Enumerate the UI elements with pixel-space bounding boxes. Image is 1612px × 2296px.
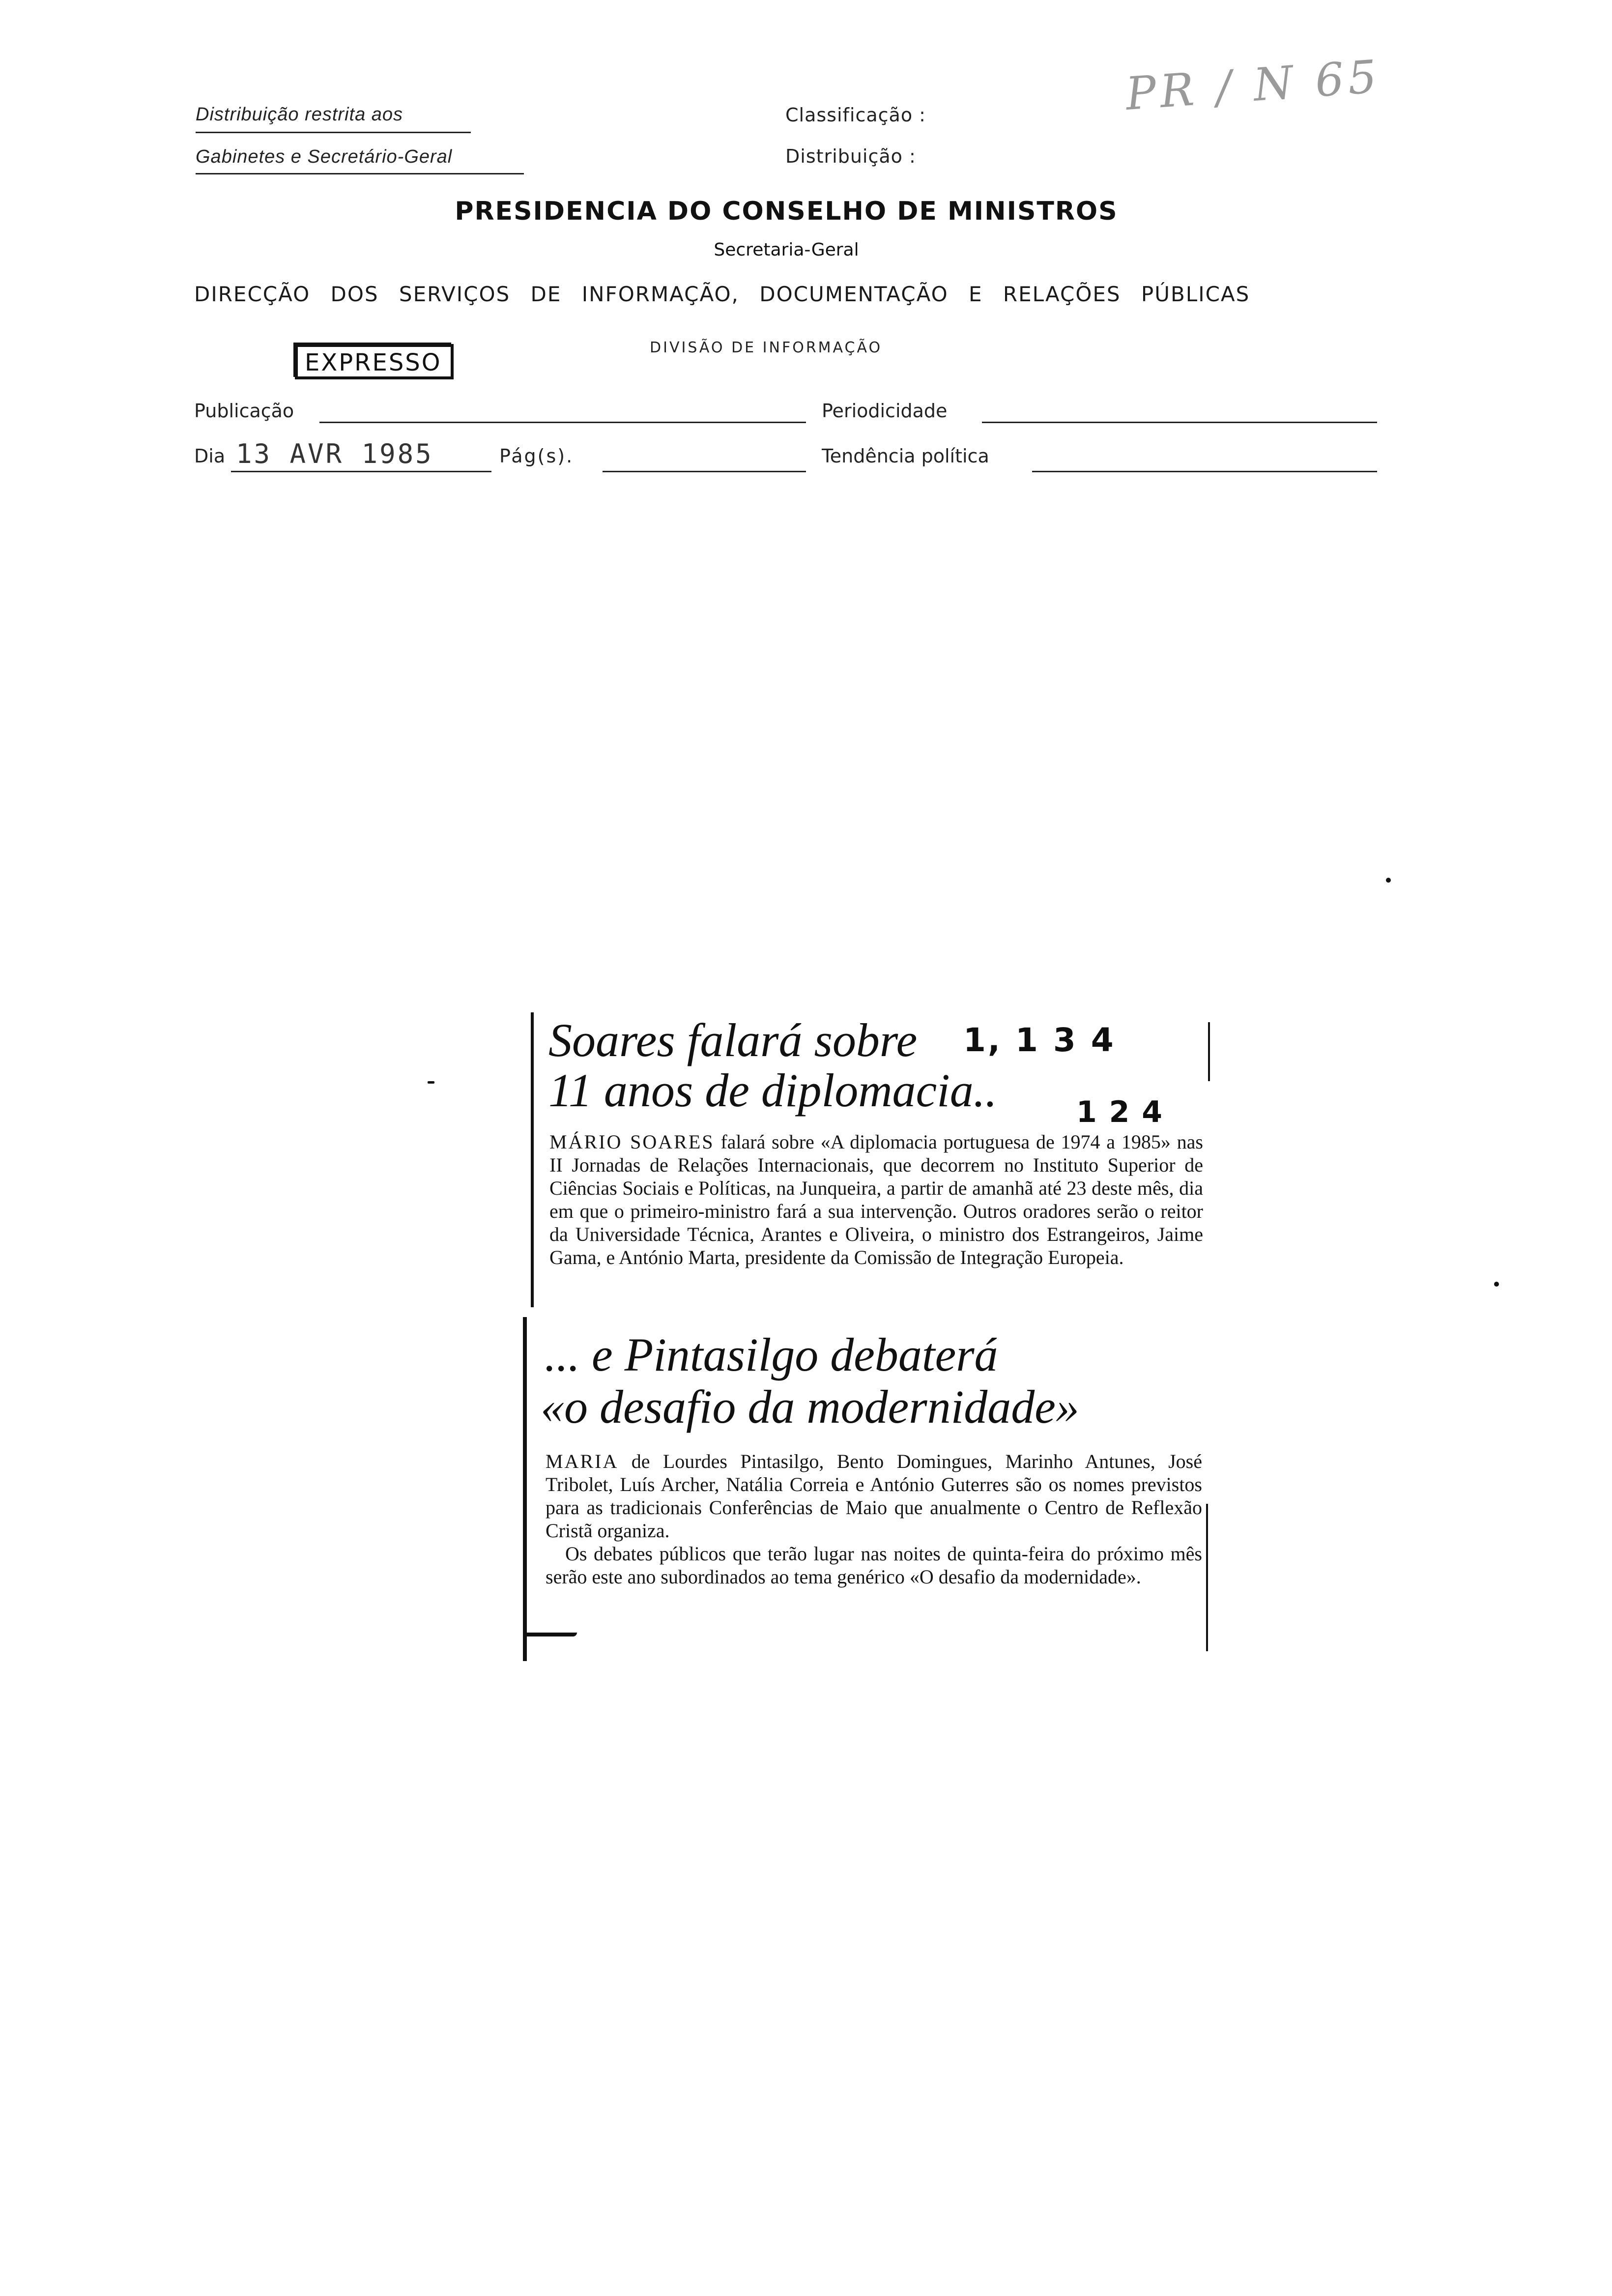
distribution-note-line1: Distribuição restrita aos bbox=[196, 104, 403, 125]
distribution-underline-2 bbox=[196, 173, 524, 174]
article1-headline-line1: Soares falará sobre bbox=[548, 1014, 918, 1066]
article2-body bbox=[546, 1450, 1202, 1588]
pags-line bbox=[603, 471, 806, 472]
article2-headline-line1: ... e Pintasilgo debaterá bbox=[545, 1328, 998, 1381]
distribution-underline-1 bbox=[196, 132, 471, 133]
dia-line bbox=[231, 471, 491, 472]
department-name: DIRECÇÃO DOS SERVIÇOS DE INFORMAÇÃO, DOCUMENTAÇÃO E RELAÇÕES PÚBLICAS bbox=[194, 282, 1250, 306]
clipping-bottom-mark bbox=[523, 1633, 577, 1636]
speck-3 bbox=[1494, 1282, 1499, 1287]
clipping-right-rule bbox=[1208, 1022, 1210, 1081]
handwritten-annotation-1: 1, 1 3 4 bbox=[963, 1021, 1116, 1059]
publication-stamp: EXPRESSO bbox=[295, 344, 454, 379]
publicacao-label: Publicação bbox=[194, 400, 294, 422]
speck-1 bbox=[1386, 878, 1391, 883]
handwritten-reference: PR / N 65 bbox=[1123, 50, 1382, 120]
periodicidade-line bbox=[982, 422, 1377, 423]
periodicidade-label: Periodicidade bbox=[822, 400, 948, 422]
publicacao-line bbox=[319, 422, 806, 423]
distribuicao-label: Distribuição : bbox=[785, 145, 916, 167]
newspaper-clipping bbox=[531, 1012, 1217, 1661]
article1-text: falará sobre «A diplomacia portuguesa de 1974 a 1985» nas II Jornadas de Relações Internacionais, que decorrem no Instituto Superior de Ciências Sociais e Políticas, na Junqueira, a partir de amanhã até 23 deste mês, dia em que o primeiro-ministro fará a sua intervenção. Outros oradores serão o reitor da Universidade Técnica, Arantes e Oliveira, o ministro dos Estrangeiros, Jaime Gama, e António Marta, presidente da Comissão de Integração Europeia. bbox=[549, 1131, 1204, 1268]
clipping-right-rule-lower bbox=[1206, 1504, 1208, 1651]
handwritten-annotation-2: 1 2 4 bbox=[1076, 1095, 1164, 1129]
division-name: DIVISÃO DE INFORMAÇÃO bbox=[650, 339, 883, 356]
article1-body bbox=[549, 1130, 1203, 1269]
clipping-left-rule bbox=[531, 1012, 534, 1307]
article2-headline-line2: «o desafio da modernidade» bbox=[541, 1380, 1079, 1433]
tendencia-line bbox=[1032, 471, 1377, 472]
clipping-left-rule-lower bbox=[523, 1317, 527, 1661]
article2-lead-name: MARIA bbox=[546, 1450, 619, 1472]
dia-label: Dia bbox=[194, 445, 226, 467]
distribution-note-line2: Gabinetes e Secretário-Geral bbox=[196, 146, 453, 167]
page-subtitle: Secretaria-Geral bbox=[714, 240, 859, 260]
speck-2 bbox=[428, 1081, 434, 1084]
classificacao-label: Classificação : bbox=[785, 104, 926, 126]
article1-lead-name: MÁRIO SOARES bbox=[549, 1131, 715, 1153]
tendencia-label: Tendência política bbox=[822, 445, 989, 467]
article2-text-2: Os debates públicos que terão lugar nas noites de quinta-feira do próximo mês serão este ano subordinados ao tema genérico «O desafio da modernidade». bbox=[546, 1543, 1202, 1588]
article2-text-1: de Lourdes Pintasilgo, Bento Domingues, Marinho Antunes, José Tribolet, Luís Archer, Natália Correia e António Guterres são os nomes previstos para as tradicionais Conferências de Maio que anualmente o Centro de Reflexão Cristã organiza. bbox=[546, 1450, 1202, 1542]
page-title: PRESIDENCIA DO CONSELHO DE MINISTROS bbox=[455, 197, 1118, 226]
article1-headline-line2: 11 anos de diplomacia.. bbox=[548, 1064, 997, 1117]
pags-label: Pág(s). bbox=[499, 445, 574, 467]
dia-value: 13 AVR 1985 bbox=[236, 438, 433, 469]
